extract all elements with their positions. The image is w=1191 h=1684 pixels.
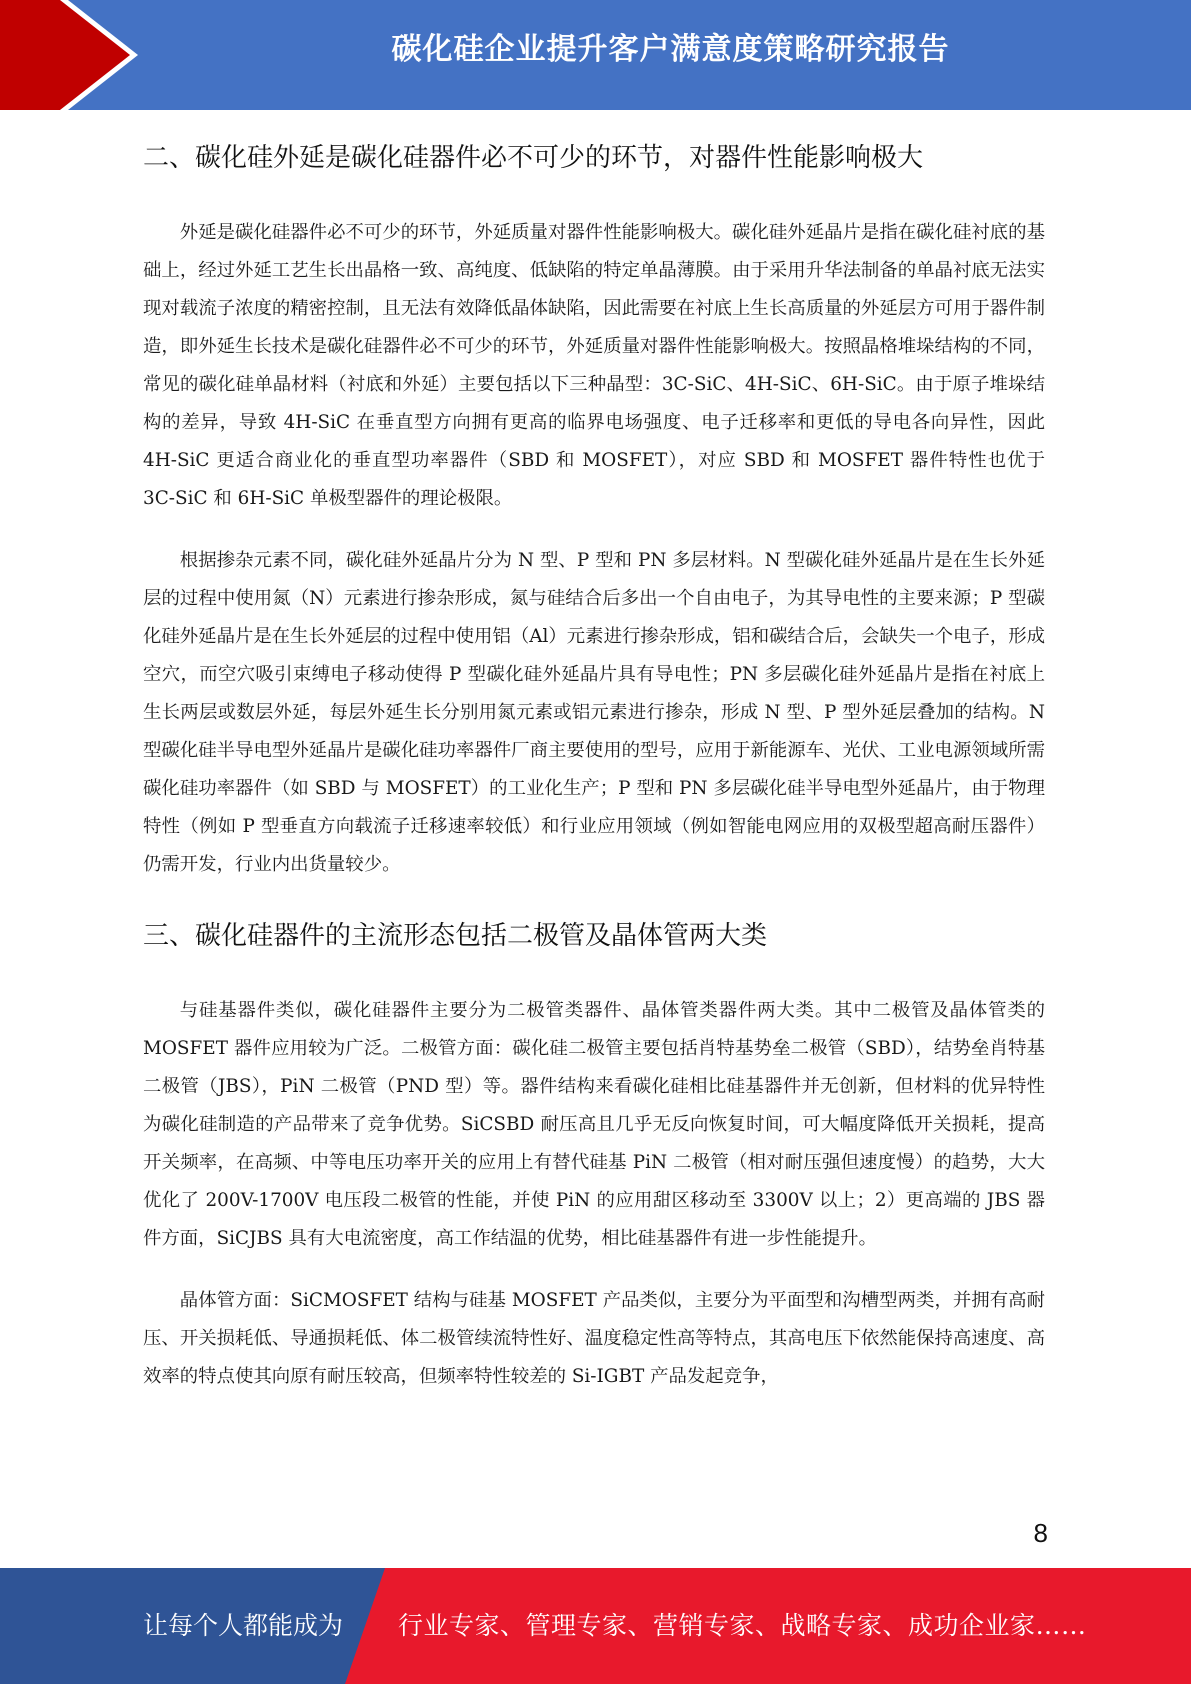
section-heading: 三、碳化硅器件的主流形态包括二极管及晶体管两大类 [143,921,768,951]
paragraph: 晶体管方面：SiCMOSFET 结构与硅基 MOSFET 产品类似，主要分为平面型和沟槽型两类，并拥有高耐压、开关损耗低、导通损耗低、体二极管续流特性好、温度稳定性高等特点，其高电压下依然能保持高速度、高效率的特点使其向原有耐压较高，但频率特性较差的 Si-IGBT 产品发起竞争， [143,1290,1045,1387]
paragraph: 根据掺杂元素不同，碳化硅外延晶片分为 N 型、P 型和 PN 多层材料。N 型碳化硅外延晶片是在生长外延层的过程中使用氮（N）元素进行掺杂形成，氮与硅结合后多出一个自由电子，为其导电性的主要来源；P 型碳化硅外延晶片是在生长外延层的过程中使用铝（Al）元素进行掺杂形成，铝和碳结合后，会缺失一个电子，形成空穴，而空穴吸引束缚电子移动使得 P 型碳化硅外延晶片具有导电性；PN 多层碳化硅外延晶片是指在衬底上生长两层或数层外延，每层外延生长分别用氮元素或铝元素进行掺杂，形成 N 型、P 型外延层叠加的结构。N 型碳化硅半导电型外延晶片是碳化硅功率器件厂商主要使用的型号，应用于新能源车、光伏、工业电源领域所需碳化硅功率器件（如 SBD 与 MOSFET）的工业化生产；P 型和 PN 多层碳化硅半导电型外延晶片，由于物理特性（例如 P 型垂直方向载流子迁移速率较低）和行业应用领域（例如智能电网应用的双极型超高耐压器件）仍需开发，行业内出货量较少。 [143,550,1045,875]
page-number: 8 [1033,1518,1048,1548]
red-chevron-icon [0,0,160,110]
page-footer [0,1568,1191,1684]
page-header [0,0,1191,110]
footer-slogan-right: 行业专家、管理专家、营销专家、战略专家、成功企业家…… [398,1611,1087,1640]
paragraph: 与硅基器件类似，碳化硅器件主要分为二极管类器件、晶体管类器件两大类。其中二极管及晶体管类的 MOSFET 器件应用较为广泛。二极管方面：碳化硅二极管主要包括肖特基势垒二极管（SBD），结势垒肖特基二极管（JBS），PiN 二极管（PND 型）等。器件结构来看碳化硅相比硅基器件并无创新，但材料的优异特性为碳化硅制造的产品带来了竞争优势。SiCSBD 耐压高且几乎无反向恢复时间，可大幅度降低开关损耗，提高开关频率，在高频、中等电压功率开关的应用上有替代硅基 PiN 二极管（相对耐压强但速度慢）的趋势，大大优化了 200V-1700V 电压段二极管的性能，并使 PiN 的应用甜区移动至 3300V 以上；2）更高端的 JBS 器件方面，SiCJBS 具有大电流密度，高工作结温的优势，相比硅基器件有进一步性能提升。 [143,1000,1045,1249]
report-title: 碳化硅企业提升客户满意度策略研究报告 [391,32,950,67]
paragraph: 外延是碳化硅器件必不可少的环节，外延质量对器件性能影响极大。碳化硅外延晶片是指在碳化硅衬底的基础上，经过外延工艺生长出晶格一致、高纯度、低缺陷的特定单晶薄膜。由于采用升华法制备的单晶衬底无法实现对载流子浓度的精密控制，且无法有效降低晶体缺陷，因此需要在衬底上生长高质量的外延层方可用于器件制造，即外延生长技术是碳化硅器件必不可少的环节，外延质量对器件性能影响极大。按照晶格堆垛结构的不同，常见的碳化硅单晶材料（衬底和外延）主要包括以下三种晶型：3C-SiC、4H-SiC、6H-SiC。由于原子堆垛结构的差异，导致 4H-SiC 在垂直型方向拥有更高的临界电场强度、电子迁移率和更低的导电各向异性，因此 4H-SiC 更适合商业化的垂直型功率器件（SBD 和 MOSFET），对应 SBD 和 MOSFET 器件特性也优于 3C-SiC 和 6H-SiC 单极型器件的理论极限。 [143,222,1045,509]
main-content [143,122,1045,1420]
section-heading: 二、碳化硅外延是碳化硅器件必不可少的环节，对器件性能影响极大 [143,143,924,173]
footer-slogan-left: 让每个人都能成为 [143,1611,344,1640]
